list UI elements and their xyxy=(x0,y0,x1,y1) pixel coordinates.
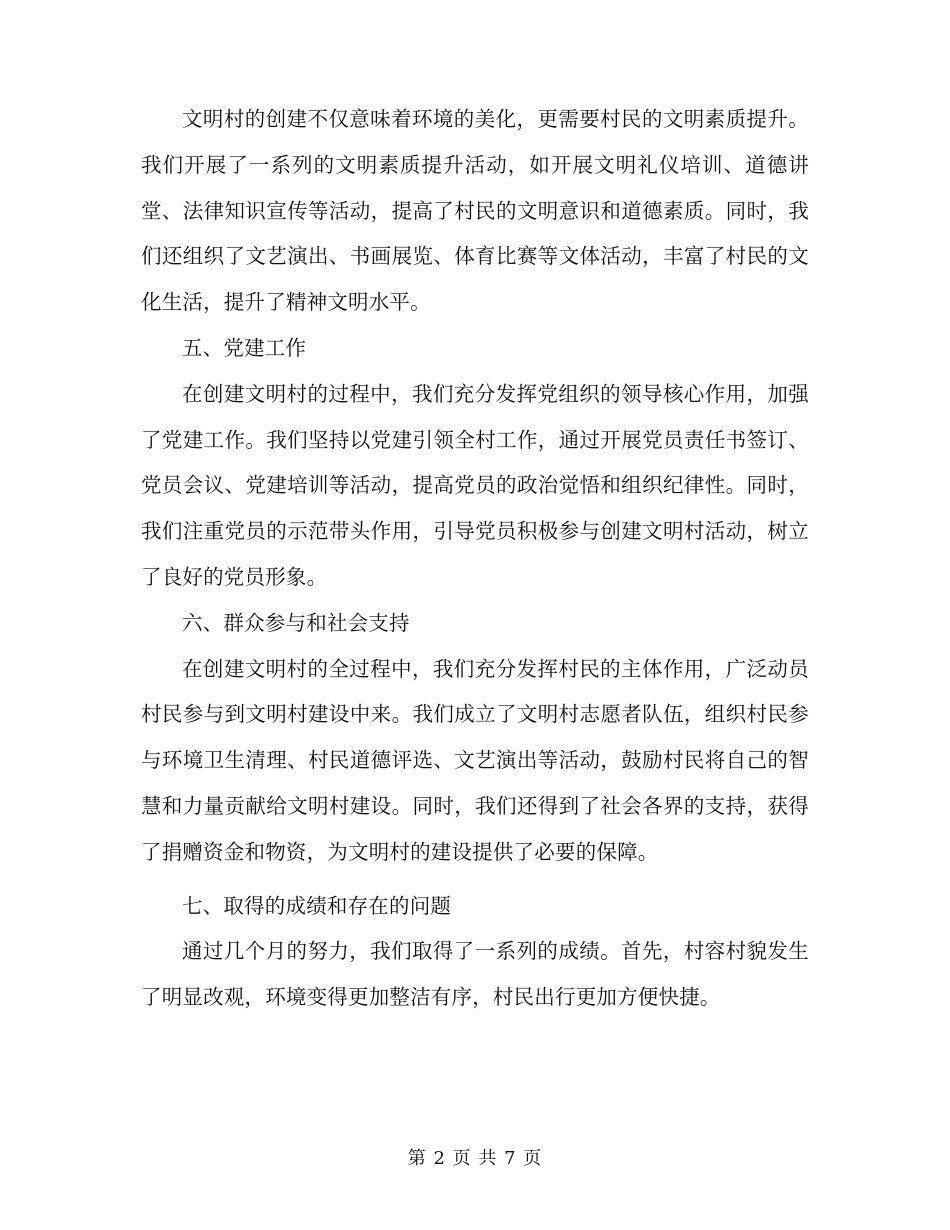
page-number-footer: 第 2 页 共 7 页 xyxy=(407,1148,543,1169)
paragraph-civilization-quality: 文明村的创建不仅意味着环境的美化，更需要村民的文明素质提升。我们开展了一系列的文明素质提升活动，如开展文明礼仪培训、道德讲堂、法律知识宣传等活动，提高了村民的文明意识和道德素质。同时，我们还组织了文艺演出、书画展览、体育比赛等文体活动，丰富了村民的文化生活，提升了精神文明水平。 xyxy=(141,107,809,315)
section-heading-public-participation: 六、群众参与和社会支持 xyxy=(182,610,410,635)
paragraph-achievements: 通过几个月的努力，我们取得了一系列的成绩。首先，村容村貌发生了明显改观，环境变得更加整洁有序，村民出行更加方便快捷。 xyxy=(141,939,809,1010)
section-heading-party-building: 五、党建工作 xyxy=(182,335,307,360)
paragraph-party-building: 在创建文明村的过程中，我们充分发挥党组织的领导核心作用，加强了党建工作。我们坚持以党建引领全村工作，通过开展党员责任书签订、党员会议、党建培训等活动，提高党员的政治觉悟和组织纪律性。同时，我们注重党员的示范带头作用，引导党员积极参与创建文明村活动，树立了良好的党员形象。 xyxy=(141,381,809,589)
section-heading-achievements: 七、取得的成绩和存在的问题 xyxy=(182,893,452,918)
document-body xyxy=(141,97,809,1021)
paragraph-public-participation: 在创建文明村的全过程中，我们充分发挥村民的主体作用，广泛动员村民参与到文明村建设中来。我们成立了文明村志愿者队伍，组织村民参与环境卫生清理、村民道德评选、文艺演出等活动，鼓励村民将自己的智慧和力量贡献给文明村建设。同时，我们还得到了社会各界的支持，获得了捐赠资金和物资，为文明村的建设提供了必要的保障。 xyxy=(141,656,809,864)
